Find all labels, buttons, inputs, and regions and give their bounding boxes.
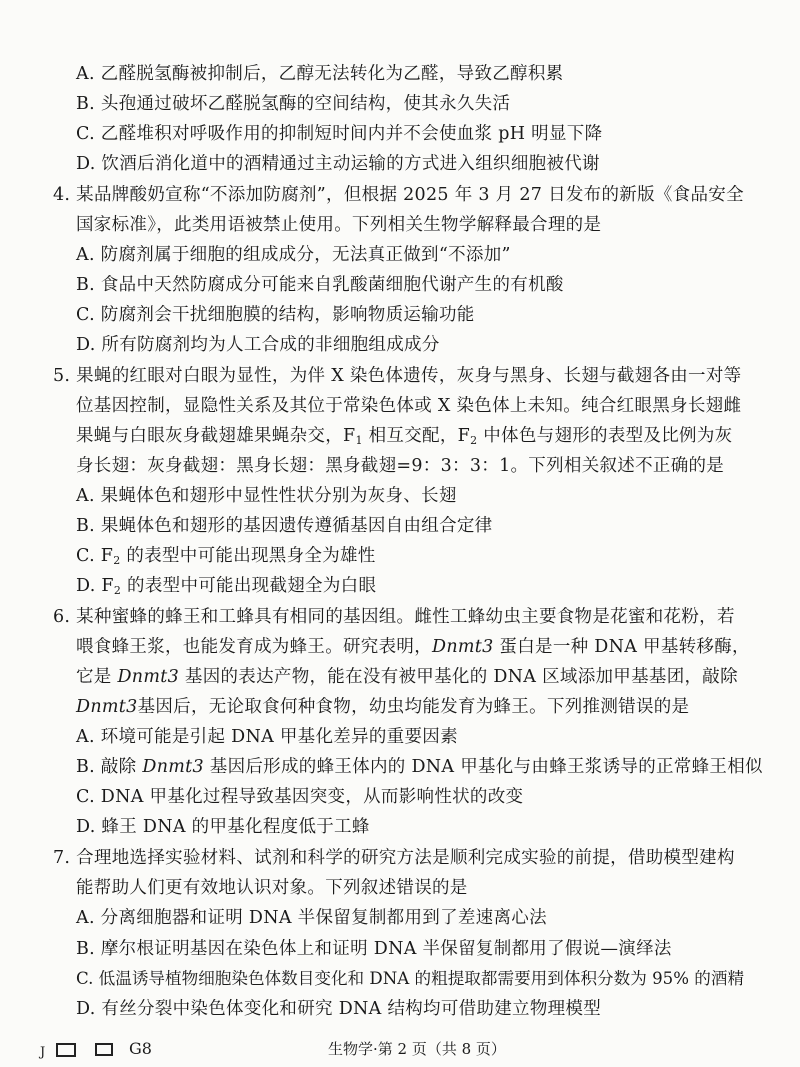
q7-option-c: C. 低温诱导植物细胞染色体数目变化和 DNA 的粗提取都需要用到体积分数为 95% 的酒精 [76,969,745,988]
q6-option-b: B. 敲除 Dnmt3 基因后形成的蜂王体内的 DNA 甲基化与由蜂王浆诱导的正常蜂王相似 [76,757,763,777]
q6-stem-line-3: 它是 Dnmt3 基因的表达产物，能在没有被甲基化的 DNA 区域添加甲基基团，敲除 [76,667,738,687]
answer-box-icon [95,1043,113,1056]
q4-option-b: B. 食品中天然防腐成分可能来自乳酸菌细胞代谢产生的有机酸 [76,275,564,295]
q4-stem-line-1: 4. 某品牌酸奶宣称“不添加防腐剂”，但根据 2025 年 3 月 27 日发布的新版《食品安全 [53,185,744,205]
q5-stem-line-1: 5. 果蝇的红眼对白眼为显性，为伴 X 染色体遗传，灰身与黑身、长翅与截翅各由一对等 [53,366,742,386]
q6-option-a: A. 环境可能是引起 DNA 甲基化差异的重要因素 [76,727,458,747]
q7-option-b: B. 摩尔根证明基因在染色体上和证明 DNA 半保留复制都用了假说—演绎法 [76,939,672,959]
q6-stem-line-2: 喂食蜂王浆，也能发育成为蜂王。研究表明，Dnmt3 蛋白是一种 DNA 甲基转移酶， [76,637,750,657]
page-number: 生物学·第 2 页（共 8 页） [328,1040,506,1058]
answer-box-icon [56,1043,76,1057]
q6-stem-line-1: 6. 某种蜜蜂的蜂王和工蜂具有相同的基因组。雌性工蜂幼虫主要食物是花蜜和花粉，若 [53,607,735,627]
q3-option-c: C. 乙醛堆积对呼吸作用的抑制短时间内并不会使血浆 pH 明显下降 [76,124,603,144]
q7-stem-line-2: 能帮助人们更有效地认识对象。下列叙述错误的是 [76,878,468,898]
q5-option-a: A. 果蝇体色和翅形中显性性状分别为灰身、长翅 [76,486,457,506]
q3-option-a: A. 乙醛脱氢酶被抑制后，乙醇无法转化为乙醛，导致乙醇积累 [76,64,564,84]
q3-option-b: B. 头孢通过破坏乙醛脱氢酶的空间结构，使其永久失活 [76,94,511,114]
q4-option-c: C. 防腐剂会干扰细胞膜的结构，影响物质运输功能 [76,305,475,325]
q6-option-d: D. 蜂王 DNA 的甲基化程度低于工蜂 [76,817,370,837]
q3-option-d: D. 饮酒后消化道中的酒精通过主动运输的方式进入组织细胞被代谢 [76,154,600,174]
q5-option-d: D. $F_2$ 的表型中可能出现截翅全为白眼 [76,576,377,597]
q5-stem-line-4: 身长翅：灰身截翅：黑身长翅：黑身截翅=9：3：3：1。下列相关叙述不正确的是 [76,456,725,476]
q4-option-d: D. 所有防腐剂均为人工合成的非细胞组成成分 [76,335,440,355]
q5-stem-line-3: 果蝇与白眼灰身截翅雄果蝇杂交，$F_1$ 相互交配，$F_2$ 中体色与翅形的表型及比例为灰 [76,426,733,447]
q4-option-a: A. 防腐剂属于细胞的组成成分，无法真正做到“不添加” [76,245,511,265]
q7-option-a: A. 分离细胞器和证明 DNA 半保留复制都用到了差速离心法 [76,908,547,928]
q6-stem-line-4: Dnmt3基因后，无论取食何种食物，幼虫均能发育为蜂王。下列推测错误的是 [76,697,690,717]
q6-option-c: C. DNA 甲基化过程导致基因突变，从而影响性状的改变 [76,787,524,807]
q5-option-c: C. $F_2$ 的表型中可能出现黑身全为雄性 [76,546,376,567]
page-footer [0,1037,800,1061]
q5-option-b: B. 果蝇体色和翅形的基因遗传遵循基因自由组合定律 [76,516,493,536]
q7-stem-line-1: 7. 合理地选择实验材料、试剂和科学的研究方法是顺利完成实验的前提，借助模型建构 [53,848,735,868]
footer-mark: J [40,1045,46,1060]
q5-stem-line-2: 位基因控制，显隐性关系及其位于常染色体或 X 染色体上未知。纯合红眼黑身长翅雌 [76,396,742,416]
q7-option-d: D. 有丝分裂中染色体变化和研究 DNA 结构均可借助建立物理模型 [76,999,602,1019]
q4-stem-line-2: 国家标准》，此类用语被禁止使用。下列相关生物学解释最合理的是 [76,215,602,235]
paper-code: G8 [129,1039,152,1058]
